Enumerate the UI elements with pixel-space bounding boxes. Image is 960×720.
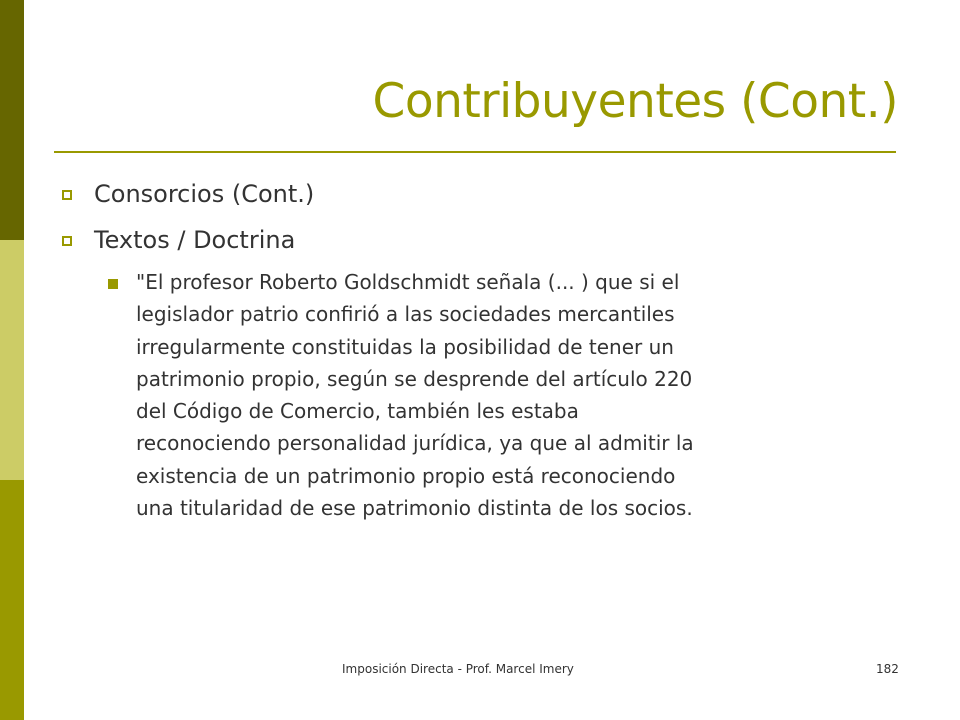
bullet-text: Textos / Doctrina — [94, 226, 296, 254]
bullet-text: Consorcios (Cont.) — [94, 180, 315, 208]
square-bullet-icon — [62, 190, 72, 200]
doctrine-quote: "El profesor Roberto Goldschmidt señala (... ) que si el legislador patrio confirió a las sociedades mercantiles irregularmente constituidas la posibilidad de tener un patrimonio propio, según se desprende del artículo 220 del Código de Comercio, también les estaba reconociendo personalidad jurídica, ya que al admitir la existencia de un patrimonio propio está reconociendo una titularidad de ese patrimonio distinta de los socios. — [136, 270, 694, 521]
side-bar-top — [0, 0, 24, 240]
square-bullet-icon — [62, 236, 72, 246]
side-bar-middle — [0, 240, 24, 480]
title-divider — [54, 151, 896, 153]
slide-title: Contribuyentes (Cont.) — [372, 74, 898, 129]
filled-square-bullet-icon — [108, 279, 118, 289]
side-bar-bottom — [0, 480, 24, 720]
page-number: 182 — [876, 662, 899, 676]
footer-text: Imposición Directa - Prof. Marcel Imery — [342, 662, 574, 676]
